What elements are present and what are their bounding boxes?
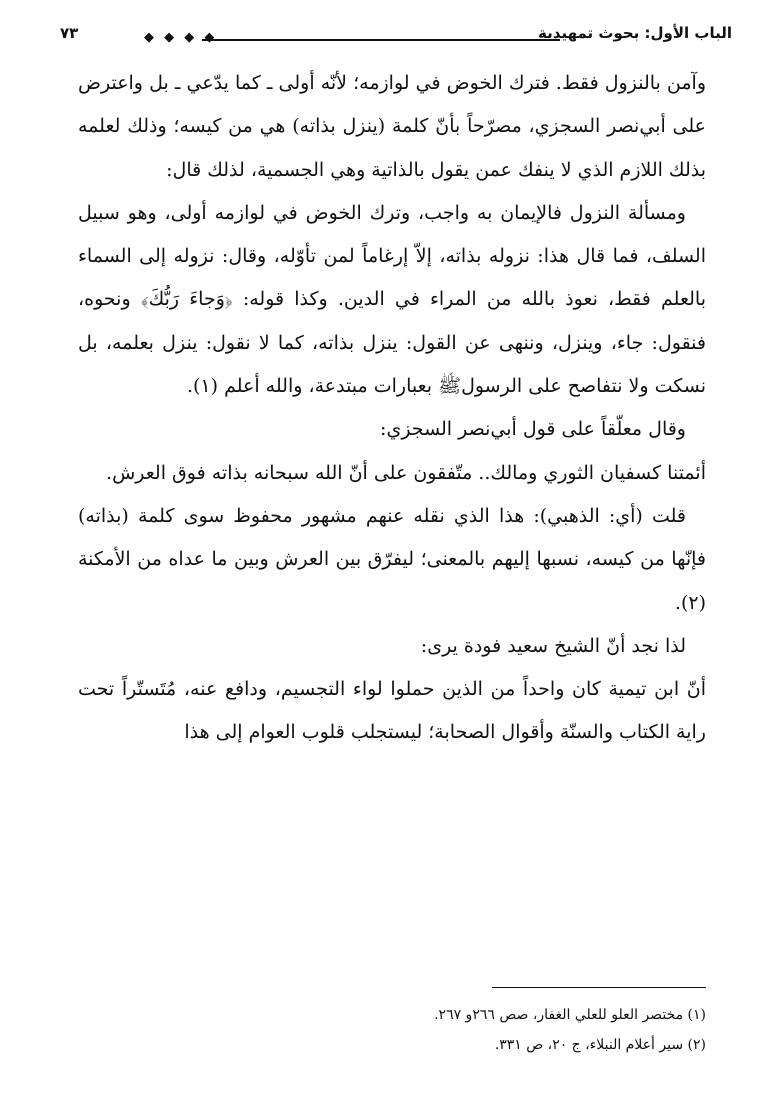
- page-number: ٧٣: [60, 24, 79, 42]
- paragraph: وقال معلّقاً على قول أبي‌نصر السجزي:: [380, 418, 686, 441]
- quote-paragraph: ومسألة النزول فالإيمان به واجب، وترك الخوض في لوازمه أولى، وهو سبيل السلف، فما قال هذا: نزوله بذاته، إلاّ إرغاماً لمن تأوّله، وقال: نزوله إلى السماء بالعلم فقط، نعوذ بالله من المراء في الدين. وكذا قوله: ﴿وَجاءَ رَبُّكَ﴾ ونحوه، فنقول: جاء، وينزل، وننهى عن القول: ينزل بذاته، كما لا نقول: ينزل بعلمه، بل نسكت ولا نتفاصح على الرسولﷺ بعبارات مبتدعة، والله أعلم (١).: [78, 201, 706, 398]
- paragraph: وآمن بالنزول فقط. فترك الخوض في لوازمه؛ لأنّه أولى ـ كما يدّعي ـ بل واعترض على أبي‌نصر السجزي، مصرّحاً بأنّ كلمة (ينزل بذاته) هي من كيسه؛ وذلك لعلمه بذلك اللازم الذي لا ينفك عمن يقول بالذاتية وهي الجسمية، لذلك قال:: [78, 72, 706, 181]
- running-header: [52, 20, 732, 54]
- quote-paragraph: أئمتنا كسفيان الثوري ومالك.. متّفقون على أنّ الله سبحانه بذاته فوق العرش.: [106, 461, 706, 484]
- main-text: [78, 62, 706, 755]
- footnote: (٢) سير أعلام النبلاء، ج ٢٠، ص ٣٣١.: [494, 1037, 706, 1053]
- paragraph: لذا نجد أنّ الشيخ سعيد فودة يرى:: [420, 634, 686, 657]
- quote-paragraph: أنّ ابن تيمية كان واحداً من الذين حملوا لواء التجسيم، ودافع عنه، مُتَستّراً تحت راية الكتاب والسنّة وأقوال الصحابة؛ ليستجلب قلوب العوام إلى هذا: [78, 678, 706, 744]
- footnotes: [78, 1000, 706, 1060]
- diamond-ornament-icon: ◆ ◆ ◆ ◆: [144, 30, 218, 45]
- footnote: (١) مختصر العلو للعلي الغفار، صص ٢٦٦و ٢٦٧.: [434, 1007, 706, 1023]
- header-rule: [202, 39, 560, 41]
- quote-paragraph: قلت (أي: الذهبي): هذا الذي نقله عنهم مشهور محفوظ سوى كلمة (بذاته) فإنّها من كيسه، نسبها إليهم بالمعنى؛ ليفرّق بين العرش وبين ما عداه من الأمكنة (٢).: [78, 504, 706, 614]
- footnote-divider: [492, 987, 706, 988]
- chapter-title: الباب الأول: بحوث تمهيدية: [538, 24, 732, 42]
